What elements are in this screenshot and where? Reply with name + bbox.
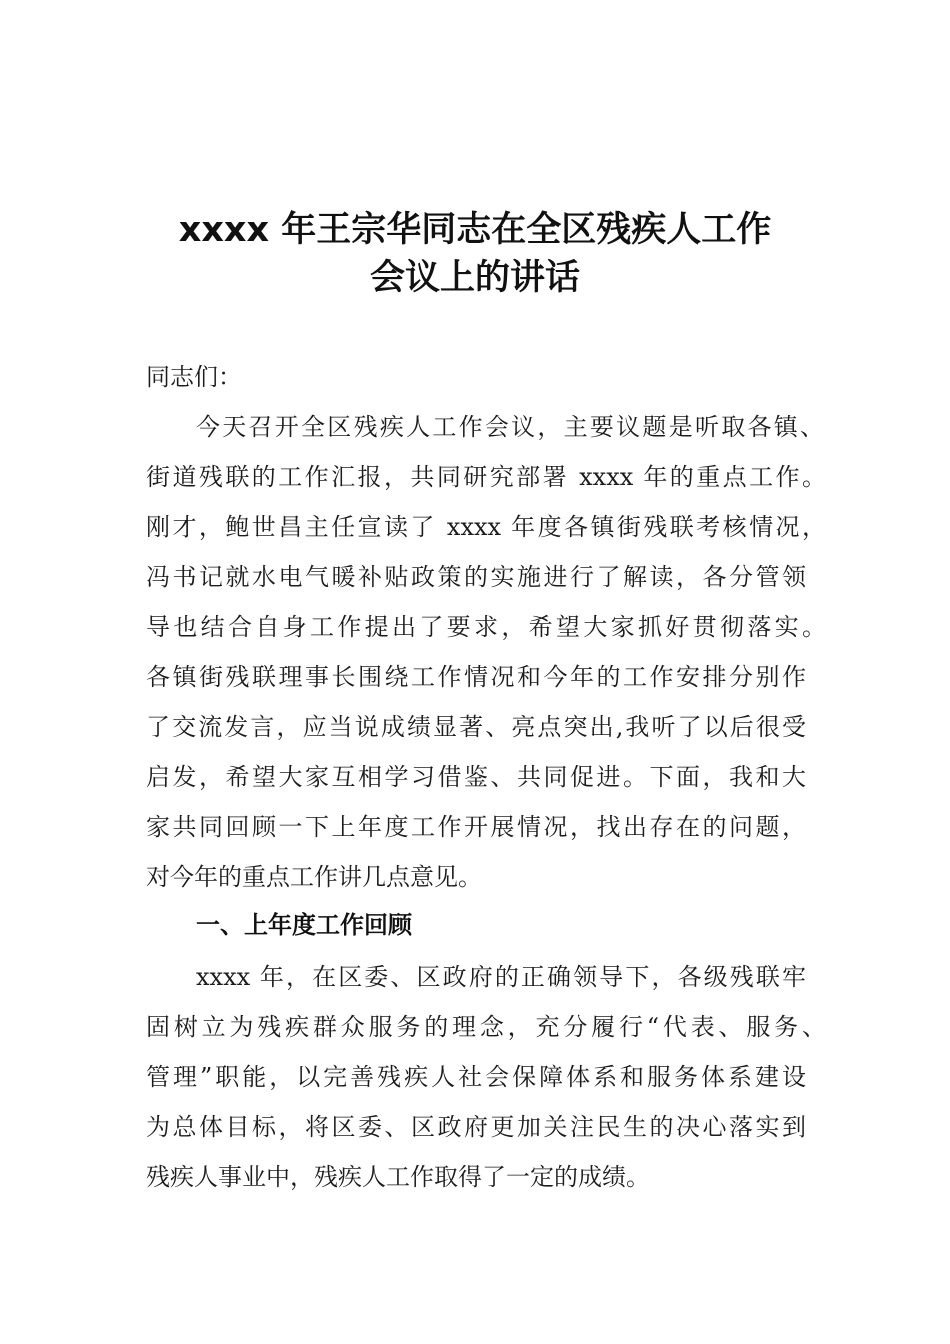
paragraph-1-line: 街道残联的工作汇报，共同研究部署 xxxx 年的重点工作。 — [146, 463, 826, 491]
paragraph-1-line: 了交流发言，应当说成绩显著、亮点突出,我听了以后很受 — [146, 713, 806, 741]
paragraph-2-line: 残疾人事业中，残疾人工作取得了一定的成绩。 — [146, 1163, 650, 1191]
document-title-line-2: 会议上的讲话 — [369, 258, 580, 298]
paragraph-1-line: 启发，希望大家互相学习借鉴、共同促进。下面，我和大 — [146, 763, 806, 791]
paragraph-1-line: 各镇街残联理事长围绕工作情况和今年的工作安排分别作 — [146, 663, 806, 691]
paragraph-2-line: 固树立为残疾群众服务的理念，充分履行“代表、服务、 — [146, 1013, 826, 1041]
paragraph-1-line: 今天召开全区残疾人工作会议，主要议题是听取各镇、 — [196, 413, 824, 441]
section-heading: 一、上年度工作回顾 — [196, 911, 412, 939]
paragraph-1-line: 冯书记就水电气暖补贴政策的实施进行了解读，各分管领 — [146, 563, 806, 591]
document-title-line-1: xxxx 年王宗华同志在全区残疾人工作 — [178, 210, 772, 250]
paragraph-1-line: 家共同回顾一下上年度工作开展情况，找出存在的问题， — [146, 813, 806, 841]
salutation: 同志们： — [146, 363, 242, 391]
paragraph-2-line: 管理”职能，以完善残疾人社会保障体系和服务体系建设 — [146, 1063, 806, 1091]
paragraph-1-line: 刚才，鲍世昌主任宣读了 xxxx 年度各镇街残联考核情况， — [146, 513, 826, 541]
paragraph-2-line: xxxx 年，在区委、区政府的正确领导下，各级残联牢 — [196, 963, 806, 991]
paragraph-1-line: 对今年的重点工作讲几点意见。 — [146, 863, 482, 891]
paragraph-1-line: 导也结合自身工作提出了要求，希望大家抓好贯彻落实。 — [146, 613, 826, 641]
paragraph-2-line: 为总体目标，将区委、区政府更加关注民生的决心落实到 — [146, 1113, 806, 1141]
